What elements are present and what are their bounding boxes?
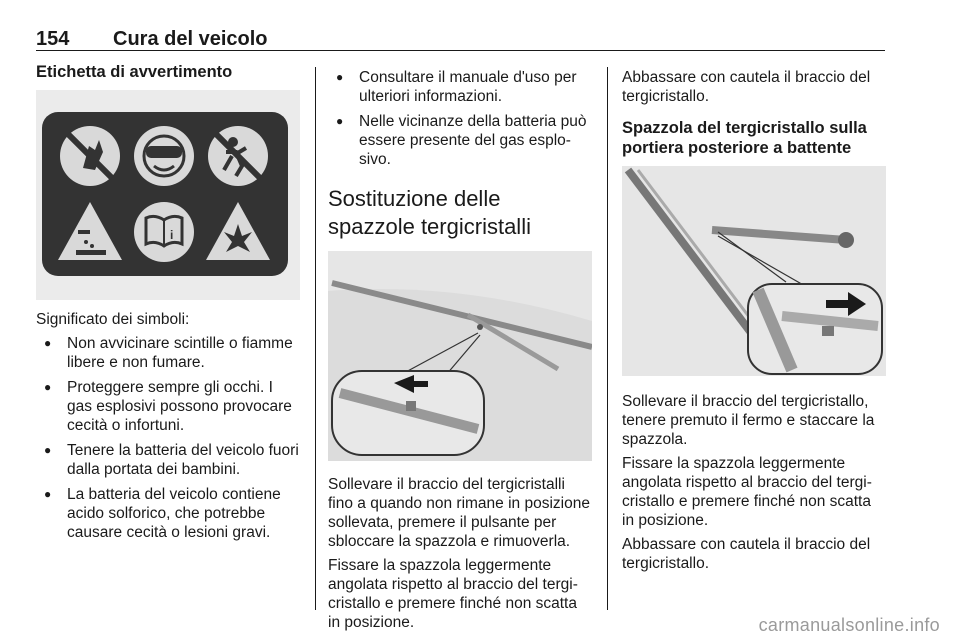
column-3 [622, 62, 886, 578]
section-heading: Etichetta di avvertimento [36, 63, 233, 81]
list-item: ● Nelle vicinanze della batteria può essere presente del gas esplo-sivo. [328, 112, 592, 169]
paragraph: Abbassare con cautela il braccio del tergicristallo. [622, 536, 871, 572]
column-1 [36, 62, 300, 548]
column-divider [607, 67, 608, 610]
manual-icon [134, 202, 194, 262]
goggles-icon [134, 126, 194, 186]
page-number: 154 [36, 28, 70, 50]
column-divider [315, 67, 316, 610]
list-item: ● Proteggere sempre gli occhi. I gas esplosivi possono provocare cecità o infortuni. [36, 378, 300, 435]
paragraph: Sollevare il braccio del tergicristallo, tenere premuto il fermo e staccare la spazzola. [622, 393, 875, 448]
symbol-list [36, 334, 300, 542]
paragraph: Fissare la spazzola leggermente angolata rispetto al braccio del tergi-cristallo e premere finché non scatta in posizione. [622, 455, 872, 529]
no-fire-icon [60, 126, 120, 186]
paragraph: Sollevare il braccio del tergicristalli fino a quando non rimane in posizione sollevata, premere il pulsante per sbloccare la spazzola e rimuoverla. [328, 476, 590, 550]
page-header [36, 26, 885, 51]
svg-text:i: i [170, 228, 174, 242]
paragraph: Abbassare con cautela il braccio del tergicristallo. [622, 69, 871, 105]
rear-wiper-figure [622, 166, 886, 376]
list-item: ● Tenere la batteria del veicolo fuori dalla portata dei bambini. [36, 441, 300, 479]
wiper-blade-figure [328, 251, 592, 461]
column-2 [328, 62, 592, 637]
no-children-icon [208, 126, 268, 186]
section-subheading: Spazzola del tergicristallo sulla portiera posteriore a battente [622, 119, 867, 157]
chapter-title: Cura del veicolo [113, 28, 268, 50]
symbol-list-continued [328, 68, 592, 169]
symbols-intro: Significato dei simboli: [36, 311, 190, 328]
list-item: ● La batteria del veicolo contiene acido solforico, che potrebbe causare cecità o lesioni gravi. [36, 485, 300, 542]
list-item: ● Non avvicinare scintille o fiamme libere e non fumare. [36, 334, 300, 372]
paragraph: Fissare la spazzola leggermente angolata rispetto al braccio del tergi-cristallo e premere finché non scatta in posizione. [328, 557, 578, 631]
warning-label-figure [36, 90, 300, 300]
watermark: carmanualsonline.info [758, 615, 940, 635]
section-heading: Sostituzione delle spazzole tergicristalli [328, 186, 531, 239]
list-item: ● Consultare il manuale d'uso per ulteriori informazioni. [328, 68, 592, 106]
